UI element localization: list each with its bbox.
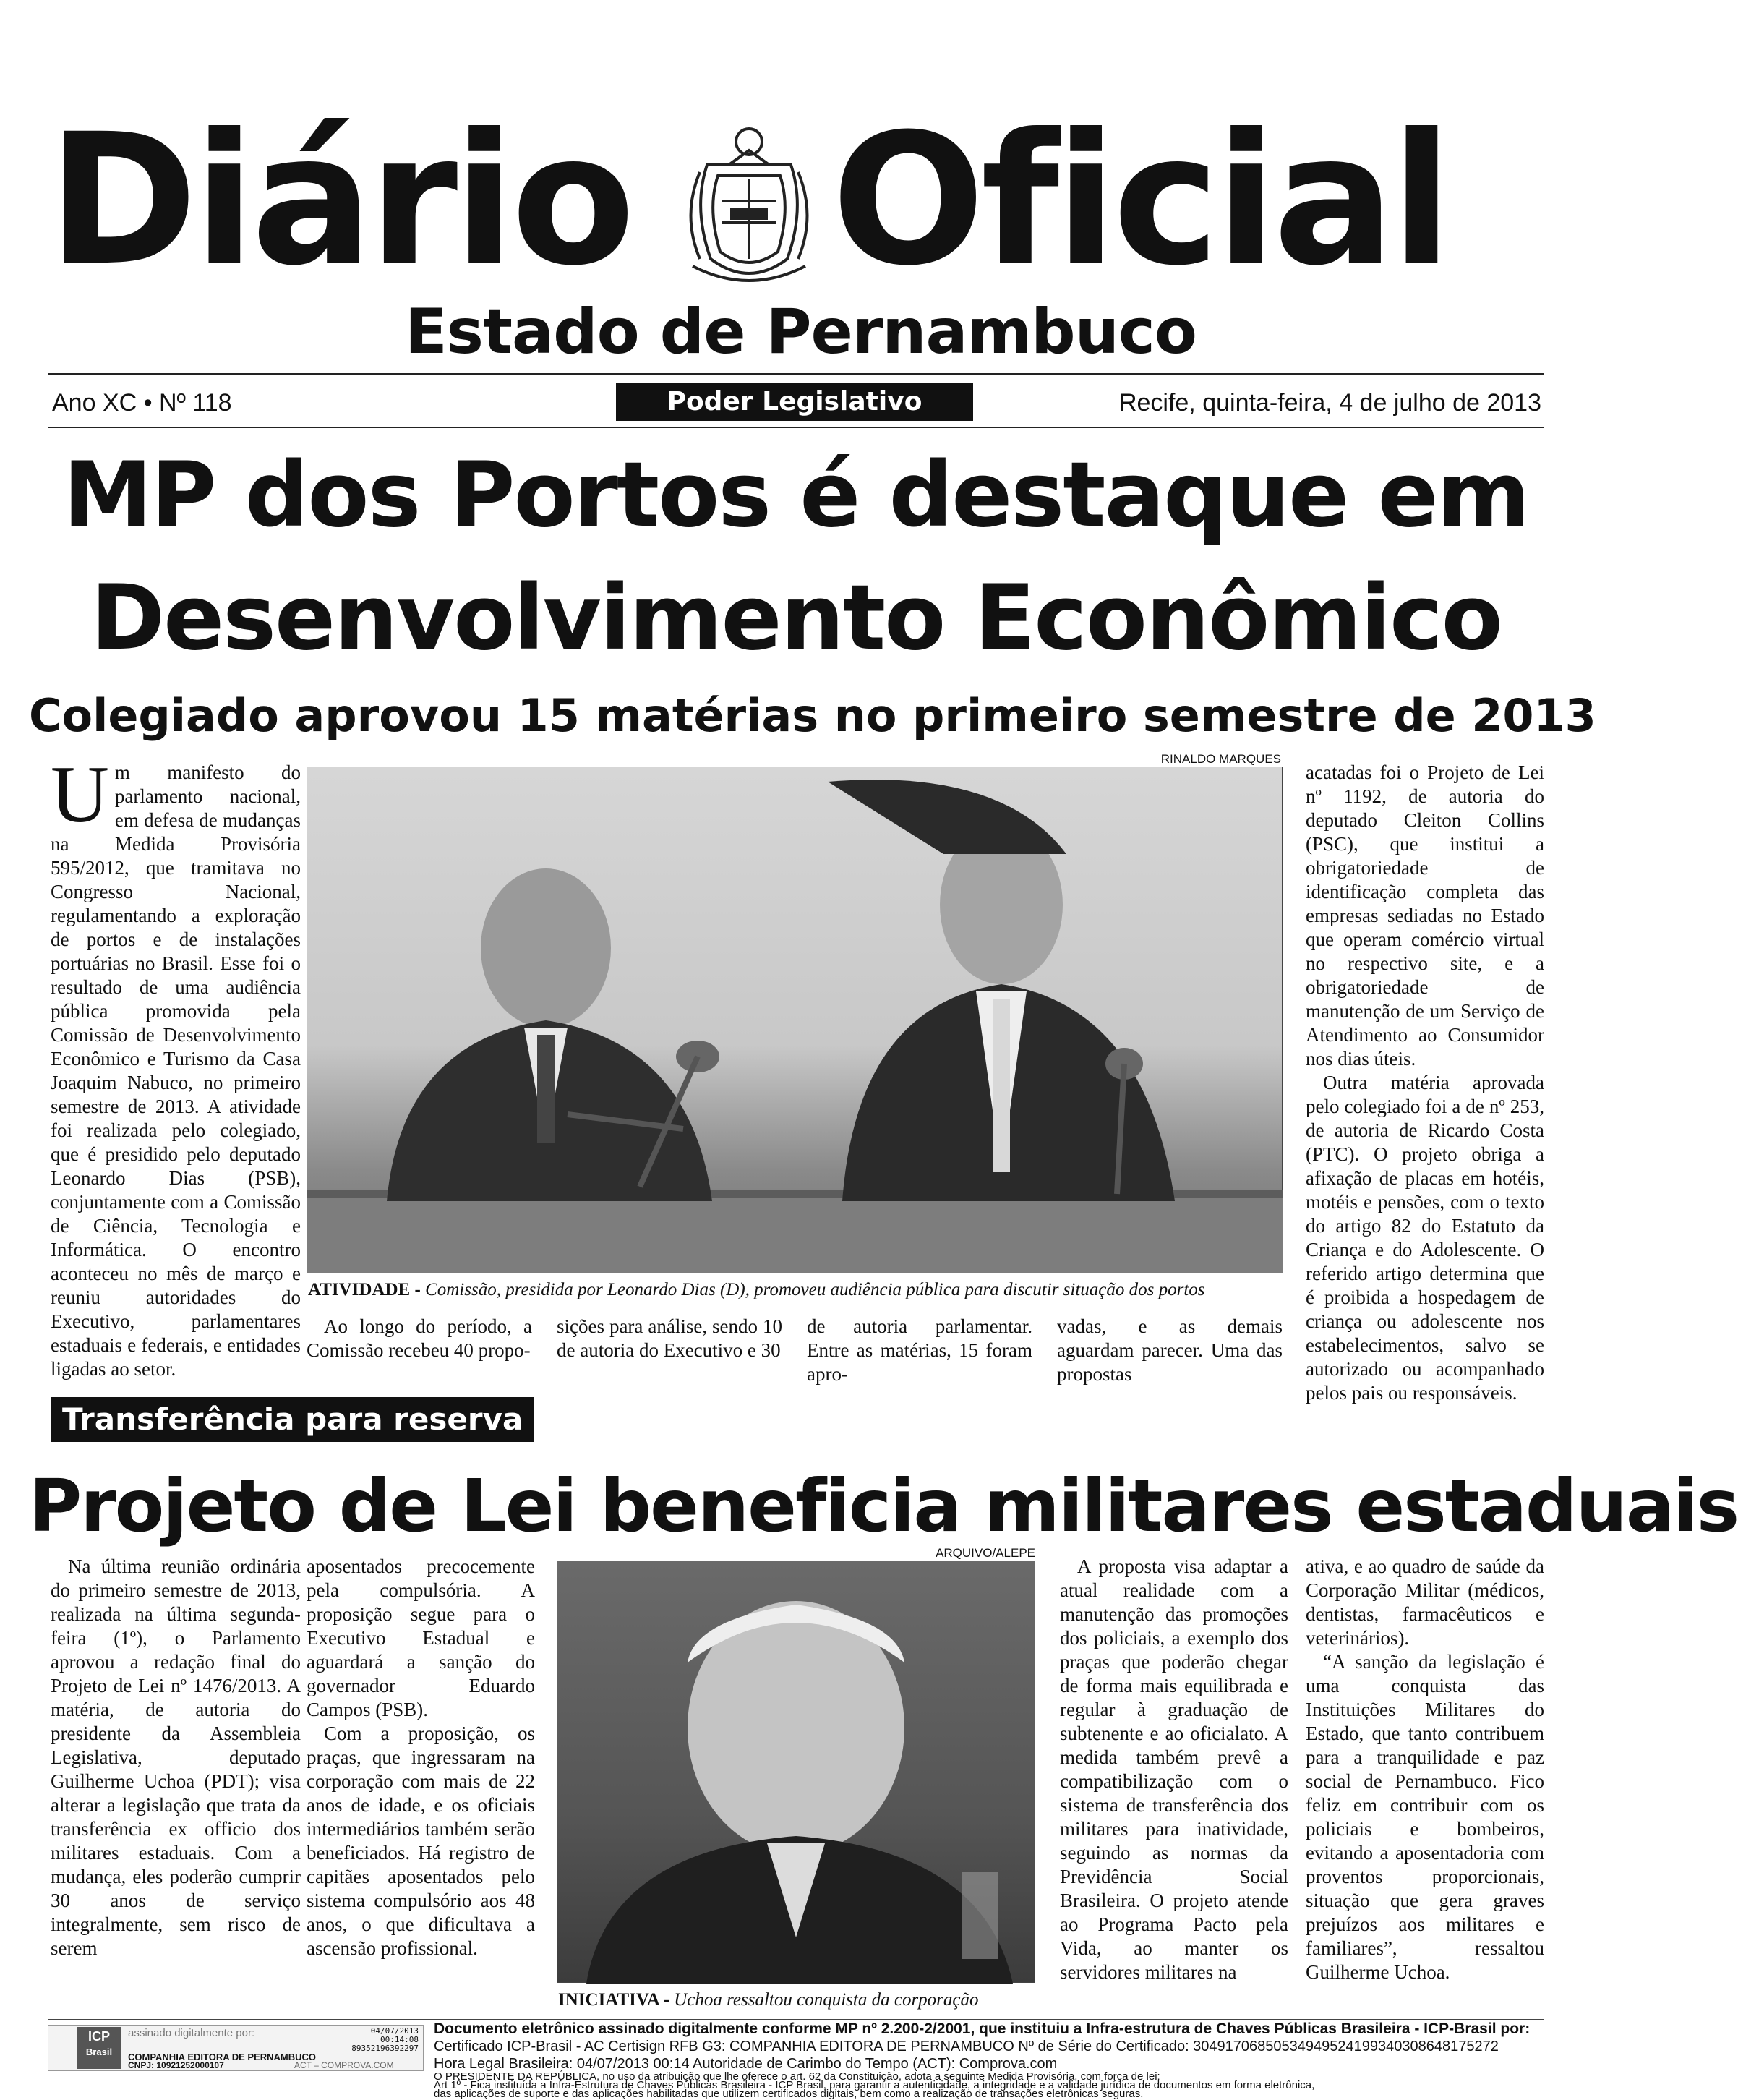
story2-caption: INICIATIVA - Uchoa ressaltou conquista da corporação: [558, 1990, 979, 2010]
digital-signature-stamp: [48, 2025, 424, 2071]
act-comprova-label: ACT – COMPROVA.COM: [294, 2060, 394, 2070]
publication-date: Recife, quinta-feira, 4 de julho de 2013: [1118, 389, 1541, 417]
story2-photo: [557, 1561, 1035, 1983]
story1-under-col-3: de autoria parlamentar. Entre as matérias, 15 foram apro-: [807, 1315, 1032, 1385]
story1-caption: ATIVIDADE - Comissão, presidida por Leonardo Dias (D), promoveu audiência pública para discutir situação dos portos: [308, 1280, 1205, 1299]
masthead-rule-bottom: [48, 427, 1544, 428]
masthead-title-right: Oficial: [831, 95, 1449, 305]
story2-column-4: ativa, e ao quadro de saúde da Corporação Militar (médicos, dentistas, farmacêuticos e veterinários). “A sanção da legislação é uma conquista das Instituições Militares do Estado, que tanto contribuem para a tranquilidade e paz social de Pernambuco. Fico feliz em contribuir com os policiais e bombeiros, evitando a aposentadoria com proventos proporcionais, situação que gera graves prejuízos aos militares e familiares”, ressaltou Guilherme Uchoa.: [1306, 1555, 1544, 1983]
story1-photo-credit: RINALDO MARQUES: [1160, 752, 1281, 766]
masthead-rule: [48, 373, 1544, 375]
icp-brasil-logo: ICP Brasil: [77, 2027, 121, 2069]
story1-headline-line2: Desenvolvimento Econômico: [90, 566, 1502, 670]
story1-under-col-2: sições para análise, sendo 10 de autoria do Executivo e 30: [557, 1315, 782, 1361]
story1-under-col-4: vadas, e as demais aguardam parecer. Uma das propostas: [1057, 1315, 1283, 1385]
masthead-subtitle: Estado de Pernambuco: [405, 296, 1197, 368]
story2-section-tag: Transferência para reserva: [51, 1397, 534, 1442]
story2-column-1: Na última reunião ordinária do primeiro semestre de 2013, realizada na última segunda-feira (1º), o Parlamento aprovou a redação final do Projeto de Lei nº 1476/2013. A matéria, de autoria do presidente da Assembleia Legislativa, deputado Guilherme Uchoa (PDT); visa alterar a legislação que trata da transferência ex officio dos militares estaduais. Com a mudança, eles poderão cumprir 30 anos de serviço integralmente, sem risco de serem: [51, 1555, 301, 1959]
story1-column-right: acatadas foi o Projeto de Lei nº 1192, de autoria do deputado Cleiton Collins (PSC), que institui a obrigatoriedade de identificação completa das empresas sediadas no Estado que operam comércio virtual no respectivo site, e a obrigatoriedade de manutenção de um Serviço de Atendimento ao Consumidor nos dias úteis. Outra matéria aprovada pelo colegiado foi a de nº 253, de autoria de Ricardo Costa (PTC). O projeto obriga a afixação de placas em hotéis, motéis e pensões, com o texto do artigo 82 do Estatuto da Criança e do Adolescente. O referido artigo determina que é proibida a hospedagem de criança ou adolescente nos estabelecimentos, salvo se autorizado ou acompanhado pelos pais ou responsáveis.: [1306, 761, 1544, 1404]
signer-cnpj: CNPJ: 10921252000107: [128, 2060, 224, 2070]
signer-company: COMPANHIA EDITORA DE PERNAMBUCO: [128, 2052, 317, 2062]
story1-dropcap: U: [51, 750, 109, 840]
story1-column-1: Um manifesto do parlamento nacional, em defesa de mudanças na Medida Provisória 595/2012, que tramitava no Congresso Nacional, regulamentando a exploração de portos e de instalações portuárias no Brasil. Esse foi o resultado de uma audiência pública promovida pela Comissão de Desenvolvimento Econômico e Turismo da Casa Joaquim Nabuco, no primeiro semestre de 2013. A atividade foi realizada pelo colegiado, que é presidido pelo deputado Leonardo Dias (PSB), conjuntamente com a Comissão de Ciência, Tecnologia e Informática. O encontro aconteceu no mês de março e reuniu autoridades do Executivo, parlamentares estaduais e federais, e entidades ligadas ao setor.: [51, 750, 301, 1380]
section-banner: Poder Legislativo: [616, 383, 973, 421]
signature-legal-text: Documento eletrônico assinado digitalmente conforme MP nº 2.200-2/2001, que instituiu a Infra-estrutura de Chaves Públicas Brasileira - ICP-Brasil por: Certificado ICP-Brasil - AC Certisign RFB G3: COMPANHIA EDITORA DE PERNAMBUCO Nº de Série do Certificado: 30491706850534949524199340308648175272 Hora Legal Brasileira: 04/07/2013 00:14 Autoridade de Carimbo do Tempo (ACT): Comprova.com O PRESIDENTE DA REPÚBLICA, no uso da atribuição que lhe oferece o art. 62 da Constituição, adota a seguinte Medida Provisória, com força de lei: Art 1º - Fica instituída a Infra-Estrutura de Chaves Públicas Brasileira - ICP Brasil, para garantir a autenticidade, a integridade e a validade jurídica de documentos em forma eletrônica, das aplicações de suporte e das aplicações habilitadas que utilizem certificados digitais, bem como a realização de transações eletrônicas seguras.: [434, 2020, 1531, 2100]
signed-by-label: assinado digitalmente por:: [128, 2027, 255, 2039]
story2-headline: Projeto de Lei beneficia militares estaduais: [29, 1464, 1738, 1548]
masthead-title-left: Diário: [48, 95, 631, 305]
story1-subhead: Colegiado aprovou 15 matérias no primeiro semestre de 2013: [29, 689, 1596, 742]
story2-column-3: A proposta visa adaptar a atual realidade com a manutenção das promoções dos policiais, a exemplo dos praças que poderão chegar de forma mais equilibrada e regular à graduação de subtenente e ao oficialato. A medida também prevê a compatibilização com o sistema de transferência dos militares para inatividade, seguindo as normas da Previdência Social Brasileira. O projeto atende ao Programa Pacto pela Vida, ao manter os servidores militares na: [1060, 1555, 1288, 1983]
coat-of-arms-emblem: [678, 121, 820, 288]
story2-column-2: aposentados precocemente pela compulsória. A proposição segue para o Executivo Estadual e aguardará a sanção do governador Eduardo Campos (PSB). Com a proposição, os praças, que ingressaram na corporação com mais de 22 anos de idade, e os oficiais intermediários também serão beneficiados. Há registro de capitães aposentados pelo sistema compulsório aos 48 anos, o que dificultava a ascensão profissional.: [307, 1555, 535, 1959]
story1-headline-line1: MP dos Portos é destaque em: [63, 443, 1529, 547]
edition-number: Ano XC • Nº 118: [52, 389, 232, 417]
timestamp-block: 04/07/2013 00:14:08 89352196392297: [351, 2026, 419, 2053]
story1-photo: [307, 767, 1283, 1273]
story1-under-col-1: Ao longo do período, a Comissão recebeu 40 propo-: [307, 1315, 532, 1361]
story2-photo-credit: ARQUIVO/ALEPE: [936, 1546, 1035, 1560]
